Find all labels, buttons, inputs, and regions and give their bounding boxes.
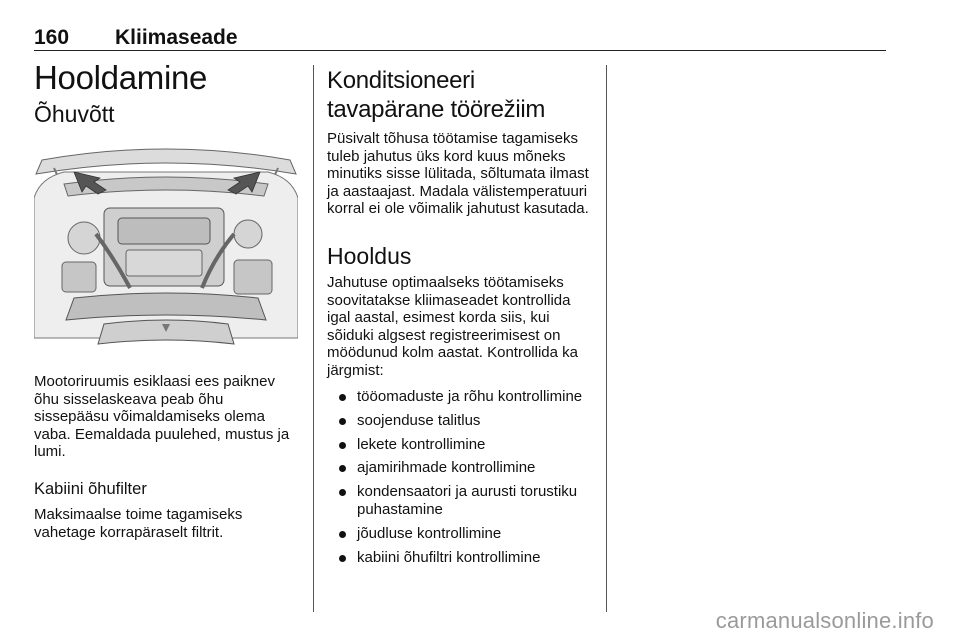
bullet-icon [339,418,346,425]
list-item: ajamirihmade kontrollimine [327,459,593,477]
list-item: kondensaatori ja aurusti torustiku puhastamine [327,483,593,518]
bullet-icon [339,394,346,401]
bullet-icon [339,465,346,472]
list-item: lekete kontrollimine [327,436,593,454]
bullet-icon [339,531,346,538]
engine-bay-illustration [34,138,298,356]
page-title: Hooldamine [34,59,208,96]
list-item: kabiini õhufiltri kontrollimine [327,549,593,567]
left-column [34,58,302,541]
bullet-icon [339,555,346,562]
subsection-title: Õhuvõtt [34,101,115,127]
service-heading: Hooldus [327,242,412,269]
column-divider [606,65,607,612]
header-divider [34,50,886,51]
list-item: jõudluse kontrollimine [327,525,593,543]
watermark: carmanualsonline.info [715,608,934,633]
filter-paragraph: Maksimaalse toime tagamiseks vahetage korrapäraselt filtrit. [34,505,243,541]
intake-paragraph: Mootoriruumis esiklaasi ees paiknev õhu sisselaskeava peab õhu sissepääsu võimaldamiseks olema vaba. Eemaldada puulehed, mustus ja lumi. [34,373,290,461]
check-list [327,388,593,567]
list-item: tööomaduste ja rõhu kontrollimine [327,388,593,406]
section-title: Kliimaseade [115,26,238,49]
bullet-icon [339,442,346,449]
filter-subheading: Kabiini õhufilter [34,479,147,498]
ac-heading: Konditsioneeri tavapärane töörežiim [327,67,546,123]
right-column [327,58,593,573]
service-paragraph: Jahutuse optimaalseks töötamiseks soovitatakse kliimaseadet kontrollida igal aastal, esimest korda siis, kui sõiduki algsest registreerimisest on möödunud kolm aastat. Kontrollida ka järgmist: [327,273,578,379]
column-divider [313,65,314,612]
bullet-icon [339,489,346,496]
ac-paragraph: Püsivalt tõhusa töötamise tagamiseks tuleb jahutus üks kord kuus mõneks minutiks sisse lülitada, sõltumata ilmast ja aastaajast. Madala välistemperatuuri korral ei ole võimalik jahutust kasutada. [327,130,589,218]
page-number: 160 [34,26,70,49]
list-item: soojenduse talitlus [327,412,593,430]
page-header [34,24,886,52]
